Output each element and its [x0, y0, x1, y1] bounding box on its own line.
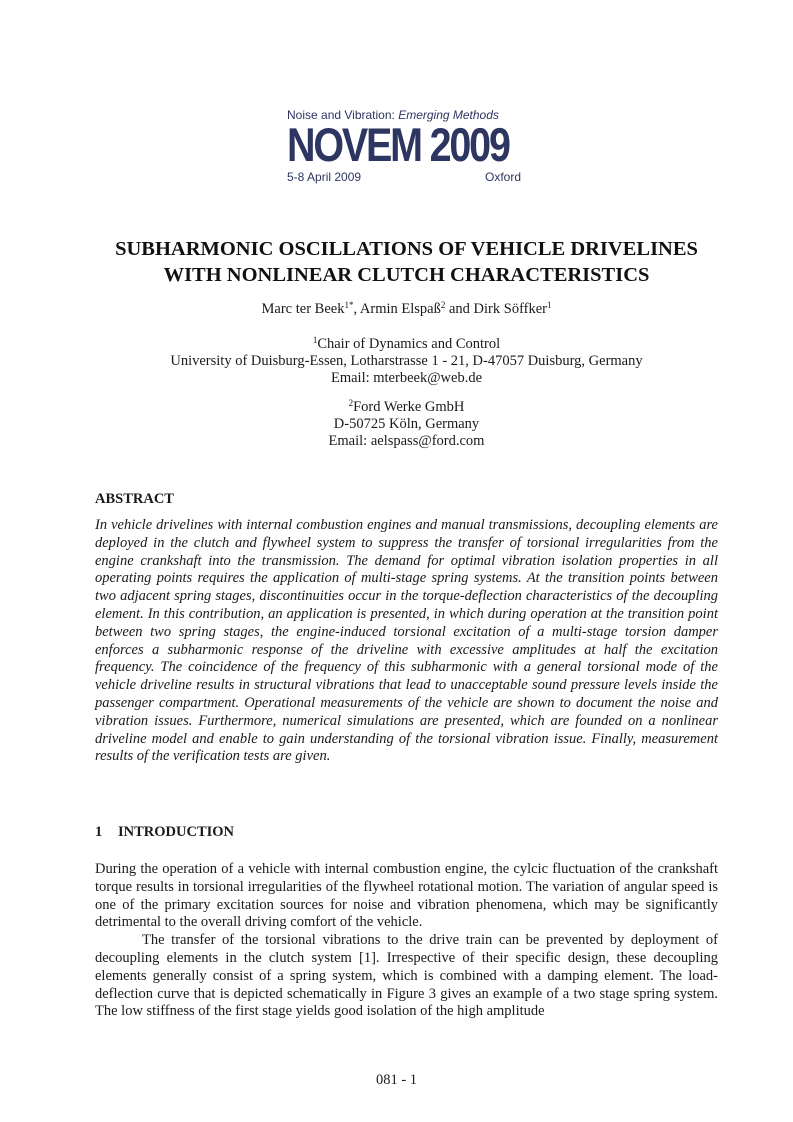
- page-number: 081 - 1: [375, 1072, 418, 1088]
- author-affiliation-mark: 1: [546, 300, 552, 310]
- affiliation-2-name: [60, 399, 753, 416]
- paper-title-line1: SUBHARMONIC OSCILLATIONS OF VEHICLE DRIVELINES: [115, 238, 698, 260]
- affiliation-2-company: Ford Werke GmbH: [353, 399, 465, 415]
- conference-subtitle-plain: Noise and Vibration:: [287, 108, 399, 122]
- affiliation-1-name: [60, 336, 753, 353]
- author-list: [60, 300, 753, 318]
- abstract-text: In vehicle drivelines with internal combustion engines and manual transmissions, decoupling elements are deployed in the clutch and flywheel system to suppress the transfer of torsional irregularities from the engine crankshaft into the transmission. The demand for optimal vibration isolation properties in all operating points requires the application of multi-stage spring systems. At the transition points between two adjacent spring stages, discontinuities occur in the torque-deflection characteristics of the decoupling element. In this contribution, an application is presented, in which during operation at the transition point between two spring stages, the engine-induced torsional excitation of a multi-stage torsion damper enforces a subharmonic response of the driveline with excessive amplitudes at half the excitation frequency. The coincidence of the frequency of this subharmonic with a general torsional mode of the vehicle driveline results in structural vibrations that lead to unacceptable sound pressure levels inside the passenger compartment. Operational measurements of the vehicle are shown to document the noise and vibration issues. Furthermore, numerical simulations are presented, which are founded on a nonlinear driveline model and enable to gain understanding of the torsional vibration issue. Finally, measurement results of the verification tests are given.: [95, 517, 718, 765]
- introduction-paragraph-1: During the operation of a vehicle with internal combustion engine, the cylcic fluctuation of the crankshaft torque results in torsional irregularities of the flywheel rotational motion. The variation of angular speed is one of the primary excitation sources for noise and vibration phenomena, which may be significantly detrimental to the overall driving comfort of the vehicle.: [95, 861, 718, 931]
- conference-dates: 5-8 April 2009: [287, 170, 362, 184]
- affiliation-1-email: Email: mterbeek@web.de: [330, 370, 483, 386]
- author-affiliation-mark: 2: [440, 300, 446, 310]
- section-title: INTRODUCTION: [118, 824, 235, 840]
- section-number: 1: [95, 824, 103, 840]
- paper-title: [60, 236, 753, 288]
- introduction-heading: [95, 823, 234, 841]
- paper-title-line2: WITH NONLINEAR CLUTCH CHARACTERISTICS: [163, 264, 650, 286]
- affiliation-2: [60, 399, 753, 450]
- conference-subtitle-italic: Emerging Methods: [398, 108, 499, 122]
- affiliation-1-department: Chair of Dynamics and Control: [317, 336, 501, 352]
- author-separator: ,: [353, 301, 360, 317]
- conference-logo: NOVEM 2009: [287, 118, 509, 171]
- affiliation-mark: 1: [312, 335, 318, 345]
- affiliation-2-email: Email: aelspass@ford.com: [328, 433, 485, 449]
- introduction-body: [95, 861, 718, 1021]
- affiliation-1: [60, 336, 753, 387]
- abstract-heading: ABSTRACT: [95, 491, 174, 507]
- conference-date-location: [287, 170, 521, 184]
- introduction-paragraph-2: The transfer of the torsional vibrations to the drive train can be prevented by deployment of decoupling elements in the clutch system [1]. Irrespective of their specific design, these decoupling elements generally consist of a spring system, which is combined with a damping element. The load-deflection curve that is depicted schematically in Figure 3 gives an example of a two stage spring system. The low stiffness of the first stage yields good isolation of the high amplitude: [95, 932, 718, 1020]
- conference-header: [287, 108, 532, 184]
- author-name: Marc ter Beek: [261, 301, 345, 317]
- author-name: Armin Elspaß: [359, 301, 441, 317]
- conference-location: Oxford: [484, 170, 521, 184]
- author-affiliation-mark: 1*: [344, 300, 354, 310]
- affiliation-2-address: D-50725 Köln, Germany: [333, 416, 480, 432]
- affiliation-mark: 2: [348, 398, 354, 408]
- author-name: Dirk Söffker: [473, 301, 547, 317]
- author-separator: and: [445, 301, 474, 317]
- affiliation-1-address: University of Duisburg-Essen, Lotharstrasse 1 - 21, D-47057 Duisburg, Germany: [170, 353, 643, 369]
